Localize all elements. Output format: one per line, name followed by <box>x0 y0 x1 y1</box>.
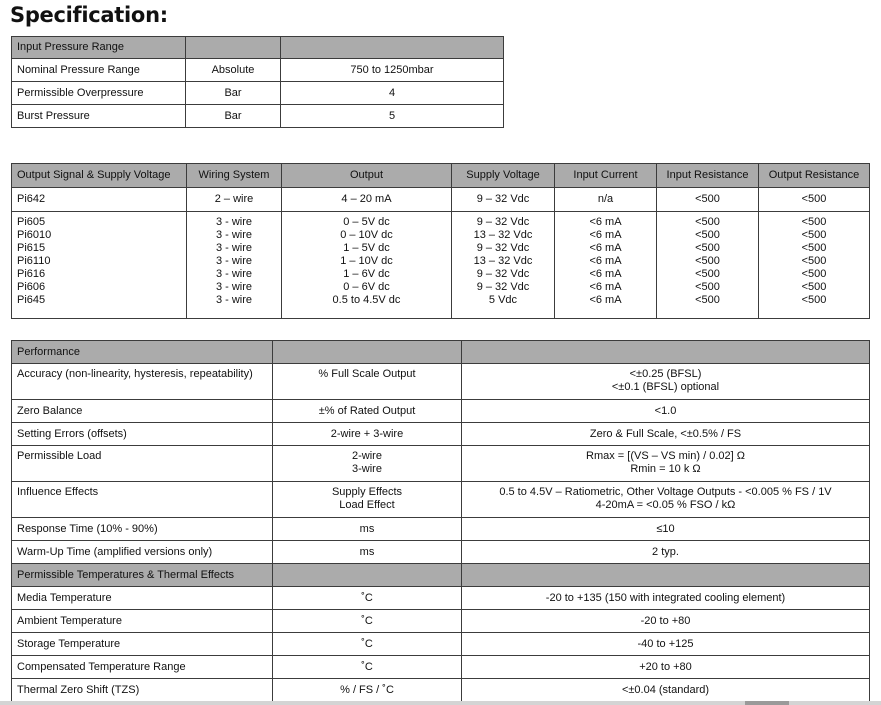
table-row <box>12 364 870 400</box>
table-row <box>12 82 504 105</box>
header-cell <box>273 564 462 587</box>
list-line: <6 mA <box>589 216 622 228</box>
list-line: 13 – 32 Vdc <box>473 255 533 267</box>
list-line: <6 mA <box>589 268 622 280</box>
list-line: <500 <box>695 268 720 280</box>
cell-line: Permissible Load <box>17 450 102 462</box>
list-line: <500 <box>801 281 827 293</box>
list-line: Pi6010 <box>17 229 52 241</box>
row-label: Ambient Temperature <box>12 610 273 633</box>
cell-line: Zero Balance <box>17 404 83 417</box>
output-resistance-cell: <500 <box>759 188 870 212</box>
table-row <box>12 482 870 518</box>
output-table-header <box>12 164 870 188</box>
table-row <box>12 633 870 656</box>
output-resistance-list <box>759 212 870 319</box>
list-line: Pi606 <box>17 281 46 293</box>
list-line: <500 <box>801 229 827 241</box>
cell-line: Supply Effects <box>331 486 403 498</box>
cell-line: 0.5 to 4.5V – Ratiometric, Other Voltage Outputs - <0.005 % FS / 1V <box>499 486 832 498</box>
cell-line: Warm-Up Time (amplified versions only) <box>17 545 213 558</box>
row-label <box>12 364 273 400</box>
cell-line: 2-wire + 3-wire <box>330 427 404 440</box>
list-line: 9 – 32 Vdc <box>476 242 530 254</box>
row-label: Thermal Zero Shift (TZS) <box>12 679 273 702</box>
list-line: 3 - wire <box>215 294 253 306</box>
supply-list <box>452 212 555 319</box>
row-unit <box>273 423 462 446</box>
model-cell: Pi642 <box>12 188 187 212</box>
cell-line: 2 typ. <box>652 545 679 558</box>
row-unit: Bar <box>186 105 281 128</box>
header-cell <box>462 564 870 587</box>
list-line: <500 <box>695 242 720 254</box>
header-cell <box>281 37 504 59</box>
row-value <box>462 518 870 541</box>
cell-line: ms <box>359 522 375 535</box>
row-label <box>12 446 273 482</box>
row-unit <box>273 364 462 400</box>
cell-line: ≤10 <box>656 522 675 535</box>
row-unit <box>273 518 462 541</box>
cell-line: ±% of Rated Output <box>318 404 416 417</box>
row-unit <box>273 400 462 423</box>
list-line: 5 Vdc <box>488 294 518 306</box>
list-line: 9 – 32 Vdc <box>476 268 530 280</box>
page-title: Specification: <box>10 3 168 27</box>
row-unit <box>273 482 462 518</box>
list-line: <500 <box>801 294 827 306</box>
row-value: 750 to 1250mbar <box>281 59 504 82</box>
list-line: 13 – 32 Vdc <box>473 229 533 241</box>
cell-line: 3-wire <box>352 463 382 475</box>
header-cell <box>273 341 462 364</box>
list-line: <6 mA <box>589 294 622 306</box>
section-title: Permissible Temperatures & Thermal Effects <box>12 564 273 587</box>
list-line: Pi6110 <box>17 255 51 267</box>
table-row <box>12 446 870 482</box>
header-cell: Input Resistance <box>657 164 759 188</box>
output-cell: 4 – 20 mA <box>282 188 452 212</box>
input-resistance-list <box>657 212 759 319</box>
cell-line: Accuracy (non-linearity, hysteresis, repeatability) <box>17 368 253 380</box>
row-label: Burst Pressure <box>12 105 186 128</box>
output-table <box>11 163 870 319</box>
temperature-header <box>12 564 870 587</box>
list-line: <500 <box>801 255 827 267</box>
list-line: <500 <box>695 281 720 293</box>
header-cell: Output <box>282 164 452 188</box>
header-cell <box>462 341 870 364</box>
header-cell: Output Resistance <box>759 164 870 188</box>
row-label <box>12 541 273 564</box>
cell-line: ms <box>359 545 375 558</box>
list-line: <6 mA <box>589 229 622 241</box>
row-label: Nominal Pressure Range <box>12 59 186 82</box>
output-list <box>282 212 452 319</box>
cell-line: Rmax = [(VS – VS min) / 0.02] Ω <box>586 450 745 462</box>
row-unit: ˚C <box>273 587 462 610</box>
header-cell: Supply Voltage <box>452 164 555 188</box>
row-label <box>12 482 273 518</box>
row-label: Storage Temperature <box>12 633 273 656</box>
row-unit: ˚C <box>273 656 462 679</box>
cell-line: <1.0 <box>654 404 677 417</box>
list-line: 3 - wire <box>215 242 253 254</box>
list-line: <500 <box>801 216 827 228</box>
pressure-table-header <box>12 37 504 59</box>
table-row <box>12 541 870 564</box>
scrollbar-thumb[interactable] <box>745 701 789 705</box>
row-value: -40 to +125 <box>462 633 870 656</box>
temperature-rows <box>12 587 870 702</box>
list-line: 3 - wire <box>215 268 253 280</box>
list-line: <500 <box>695 255 720 267</box>
row-unit: % / FS / ˚C <box>273 679 462 702</box>
row-label <box>12 518 273 541</box>
table-row <box>12 610 870 633</box>
header-cell: Input Pressure Range <box>12 37 186 59</box>
header-cell: Wiring System <box>187 164 282 188</box>
cell-line: 2-wire <box>352 450 382 462</box>
row-value: +20 to +80 <box>462 656 870 679</box>
list-line: Pi615 <box>17 242 46 254</box>
table-row <box>12 656 870 679</box>
row-label <box>12 400 273 423</box>
cell-line: <±0.25 (BFSL) <box>629 368 702 380</box>
header-cell <box>186 37 281 59</box>
list-line: 3 - wire <box>215 229 253 241</box>
cell-line: Response Time (10% - 90%) <box>17 522 158 535</box>
list-line: 0 – 5V dc <box>343 216 390 228</box>
cell-line: <±0.1 (BFSL) optional <box>611 381 720 393</box>
table-row <box>12 518 870 541</box>
list-line: <6 mA <box>589 242 622 254</box>
table-row <box>12 400 870 423</box>
header-cell: Output Signal & Supply Voltage <box>12 164 187 188</box>
list-line: 9 – 32 Vdc <box>476 216 530 228</box>
list-line: 1 – 6V dc <box>343 268 390 280</box>
row-value: <±0.04 (standard) <box>462 679 870 702</box>
row-value: 5 <box>281 105 504 128</box>
list-line: 3 - wire <box>215 255 253 267</box>
table-row <box>12 59 504 82</box>
cell-line: Load Effect <box>339 499 395 511</box>
row-unit: Bar <box>186 82 281 105</box>
row-label <box>12 423 273 446</box>
table-row <box>12 587 870 610</box>
pressure-table <box>11 36 504 128</box>
performance-header <box>12 341 870 364</box>
row-value <box>462 423 870 446</box>
cell-line: Zero & Full Scale, <±0.5% / FS <box>589 427 742 440</box>
row-unit: Absolute <box>186 59 281 82</box>
list-line: 3 - wire <box>215 281 253 293</box>
wiring-cell: 2 – wire <box>187 188 282 212</box>
row-label: Permissible Overpressure <box>12 82 186 105</box>
header-cell: Input Current <box>555 164 657 188</box>
cell-line: Setting Errors (offsets) <box>17 427 127 440</box>
list-line: 3 - wire <box>215 216 253 228</box>
list-line: 0.5 to 4.5V dc <box>332 294 401 306</box>
table-row <box>12 105 504 128</box>
row-unit: ˚C <box>273 610 462 633</box>
supply-cell: 9 – 32 Vdc <box>452 188 555 212</box>
list-line: <500 <box>695 216 720 228</box>
wiring-list <box>187 212 282 319</box>
list-line: <500 <box>801 268 827 280</box>
row-unit <box>273 541 462 564</box>
cell-line: Influence Effects <box>17 486 99 498</box>
row-value <box>462 482 870 518</box>
list-line: 0 – 6V dc <box>343 281 390 293</box>
list-line: <500 <box>695 229 720 241</box>
row-value: 4 <box>281 82 504 105</box>
row-value: -20 to +135 (150 with integrated cooling element) <box>462 587 870 610</box>
row-unit: ˚C <box>273 633 462 656</box>
list-line: <500 <box>695 294 720 306</box>
table-row <box>12 679 870 702</box>
list-line: 9 – 32 Vdc <box>476 281 530 293</box>
row-label: Media Temperature <box>12 587 273 610</box>
list-line: 0 – 10V dc <box>340 229 393 241</box>
current-cell: n/a <box>555 188 657 212</box>
list-line: 1 – 5V dc <box>343 242 390 254</box>
row-unit <box>273 446 462 482</box>
table-row-group <box>12 212 870 319</box>
row-value <box>462 400 870 423</box>
row-label: Compensated Temperature Range <box>12 656 273 679</box>
cell-line: 4-20mA = <0.05 % FSO / kΩ <box>595 499 736 511</box>
list-line: <500 <box>801 242 827 254</box>
row-value <box>462 364 870 400</box>
cell-line: Rmin = 10 k Ω <box>630 463 701 475</box>
performance-rows <box>12 364 870 564</box>
input-resistance-cell: <500 <box>657 188 759 212</box>
row-value <box>462 541 870 564</box>
section-title: Performance <box>12 341 273 364</box>
list-line: <6 mA <box>589 255 622 267</box>
list-line: Pi645 <box>17 294 46 306</box>
table-row <box>12 188 870 212</box>
performance-table <box>11 340 870 702</box>
row-value: -20 to +80 <box>462 610 870 633</box>
row-value <box>462 446 870 482</box>
list-line: 1 – 10V dc <box>340 255 393 267</box>
list-line: Pi616 <box>17 268 46 280</box>
model-list <box>12 212 187 319</box>
cell-line: % Full Scale Output <box>318 368 416 380</box>
list-line: Pi605 <box>17 216 46 228</box>
table-row <box>12 423 870 446</box>
list-line: <6 mA <box>589 281 622 293</box>
current-list <box>555 212 657 319</box>
